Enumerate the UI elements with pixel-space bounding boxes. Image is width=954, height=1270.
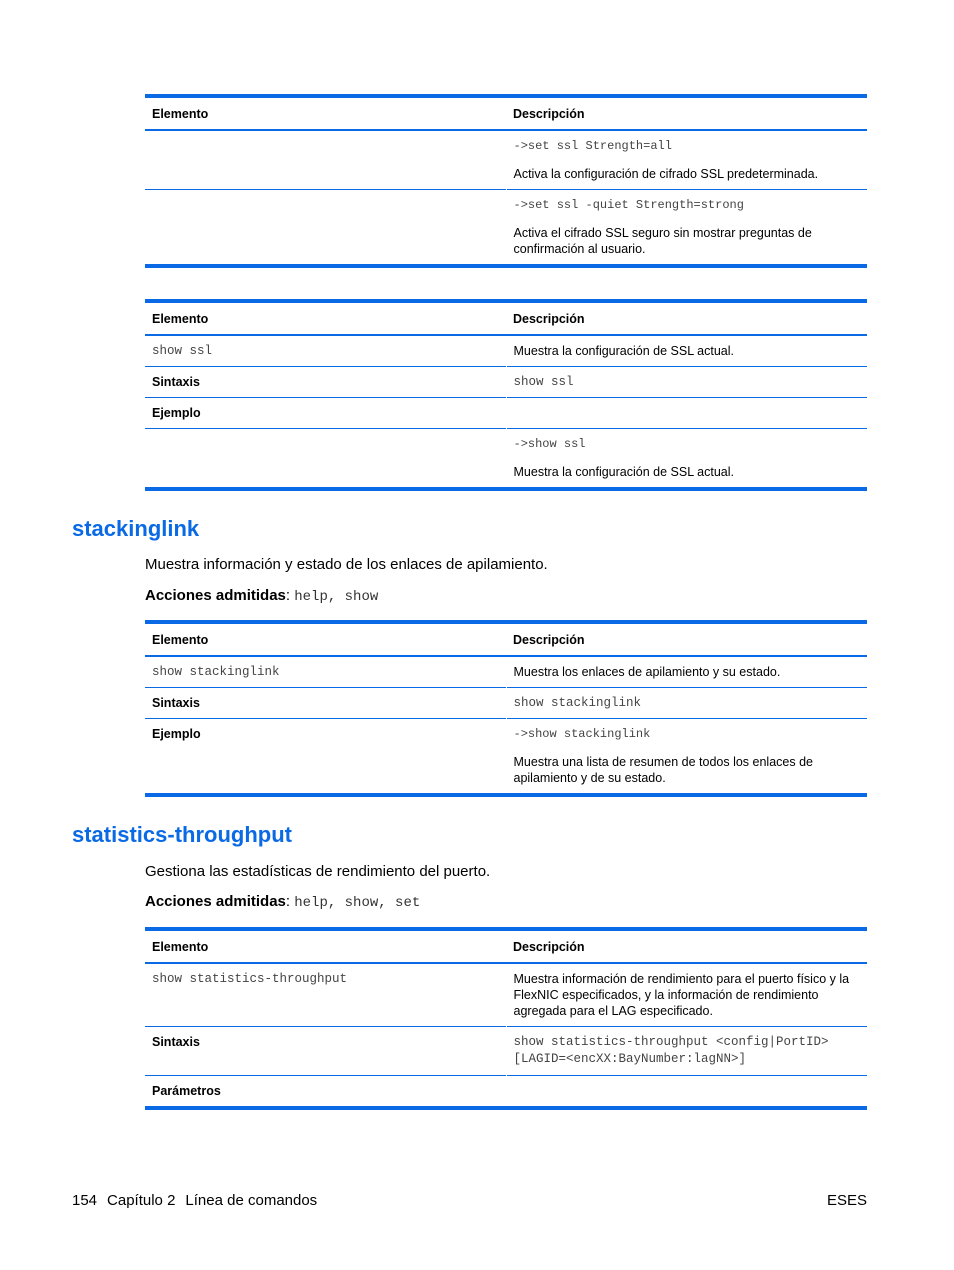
cell-element: show statistics-throughput bbox=[145, 963, 506, 1027]
example-command: ->show stackinglink bbox=[513, 727, 651, 741]
table-row bbox=[145, 1027, 867, 1076]
page-number: 154 bbox=[72, 1192, 98, 1209]
cell-description bbox=[506, 130, 867, 190]
actions-separator: : bbox=[285, 587, 291, 604]
table-row bbox=[145, 398, 867, 429]
table-row bbox=[145, 335, 867, 367]
cell-description: Muestra la configuración de SSL actual. bbox=[513, 344, 734, 358]
actions-separator: : bbox=[285, 893, 291, 910]
table-row bbox=[145, 130, 867, 190]
cell-description: show stackinglink bbox=[513, 696, 642, 710]
table-header-row bbox=[145, 622, 867, 656]
table-row bbox=[145, 429, 867, 490]
cell-element: Sintaxis bbox=[145, 367, 506, 398]
cell-description: show ssl bbox=[513, 375, 574, 389]
cell-description bbox=[506, 190, 867, 267]
cell-description: Muestra los enlaces de apilamiento y su estado. bbox=[513, 665, 781, 679]
supported-actions bbox=[145, 893, 420, 911]
header-elemento: Elemento bbox=[152, 312, 209, 326]
example-text: Activa la configuración de cifrado SSL predeterminada. bbox=[513, 167, 819, 181]
section-title-statistics-throughput: statistics-throughput bbox=[72, 822, 292, 847]
cell-description: Muestra información de rendimiento para el puerto físico y la FlexNIC especificados, y la información de rendimiento agregada para el LAG especificado. bbox=[513, 972, 850, 1018]
cell-element: Parámetros bbox=[145, 1076, 506, 1109]
page-footer-left bbox=[72, 1192, 317, 1209]
table-header-row bbox=[145, 96, 867, 130]
cell-description: show statistics-throughput <config|PortID> [LAGID=<encXX:BayNumber:lagNN>] bbox=[513, 1035, 829, 1066]
table-row bbox=[145, 1076, 867, 1109]
example-text: Activa el cifrado SSL seguro sin mostrar preguntas de confirmación al usuario. bbox=[513, 226, 812, 256]
example-command: ->set ssl Strength=all bbox=[513, 139, 672, 153]
table-statistics-throughput bbox=[145, 927, 867, 1110]
header-descripcion: Descripción bbox=[513, 107, 585, 121]
supported-actions bbox=[145, 587, 378, 605]
table-header-row bbox=[145, 301, 867, 335]
example-command: ->set ssl -quiet Strength=strong bbox=[513, 198, 744, 212]
example-text: Muestra una lista de resumen de todos los enlaces de apilamiento y de su estado. bbox=[513, 755, 813, 785]
table-row bbox=[145, 963, 867, 1027]
header-descripcion: Descripción bbox=[513, 312, 585, 326]
cell-element: Sintaxis bbox=[145, 688, 506, 719]
section-description: Gestiona las estadísticas de rendimiento del puerto. bbox=[145, 863, 491, 880]
cell-element bbox=[145, 130, 506, 190]
header-descripcion: Descripción bbox=[513, 940, 585, 954]
example-command: ->show ssl bbox=[513, 437, 586, 451]
header-descripcion: Descripción bbox=[513, 633, 585, 647]
section-description: Muestra información y estado de los enlaces de apilamiento. bbox=[145, 556, 548, 573]
header-elemento: Elemento bbox=[152, 940, 209, 954]
cell-element bbox=[145, 429, 506, 490]
table-row bbox=[145, 656, 867, 688]
actions-value: help, show, set bbox=[294, 895, 421, 911]
table-row bbox=[145, 367, 867, 398]
table-show-ssl bbox=[145, 299, 867, 491]
table-row bbox=[145, 719, 867, 796]
cell-description bbox=[506, 429, 867, 490]
cell-element: Ejemplo bbox=[145, 719, 506, 796]
cell-element: Sintaxis bbox=[145, 1027, 506, 1076]
example-text: Muestra la configuración de SSL actual. bbox=[513, 465, 734, 479]
actions-value: help, show bbox=[294, 589, 379, 605]
cell-description bbox=[506, 719, 867, 796]
cell-element: Ejemplo bbox=[145, 398, 506, 429]
actions-label: Acciones admitidas bbox=[145, 893, 286, 910]
table-row bbox=[145, 190, 867, 267]
cell-description bbox=[506, 398, 867, 429]
chapter-title: Línea de comandos bbox=[185, 1192, 318, 1209]
table-header-row bbox=[145, 929, 867, 963]
cell-element bbox=[145, 190, 506, 267]
table-stackinglink bbox=[145, 620, 867, 797]
section-title-stackinglink: stackinglink bbox=[72, 516, 200, 541]
page-footer-locale: ESES bbox=[826, 1192, 867, 1209]
header-elemento: Elemento bbox=[152, 633, 209, 647]
cell-element: show stackinglink bbox=[145, 656, 506, 688]
cell-description bbox=[506, 1076, 867, 1109]
header-elemento: Elemento bbox=[152, 107, 209, 121]
table-set-ssl-examples bbox=[145, 94, 867, 268]
actions-label: Acciones admitidas bbox=[145, 587, 286, 604]
table-row bbox=[145, 688, 867, 719]
cell-element: show ssl bbox=[145, 335, 506, 367]
chapter-label: Capítulo 2 bbox=[107, 1192, 176, 1209]
